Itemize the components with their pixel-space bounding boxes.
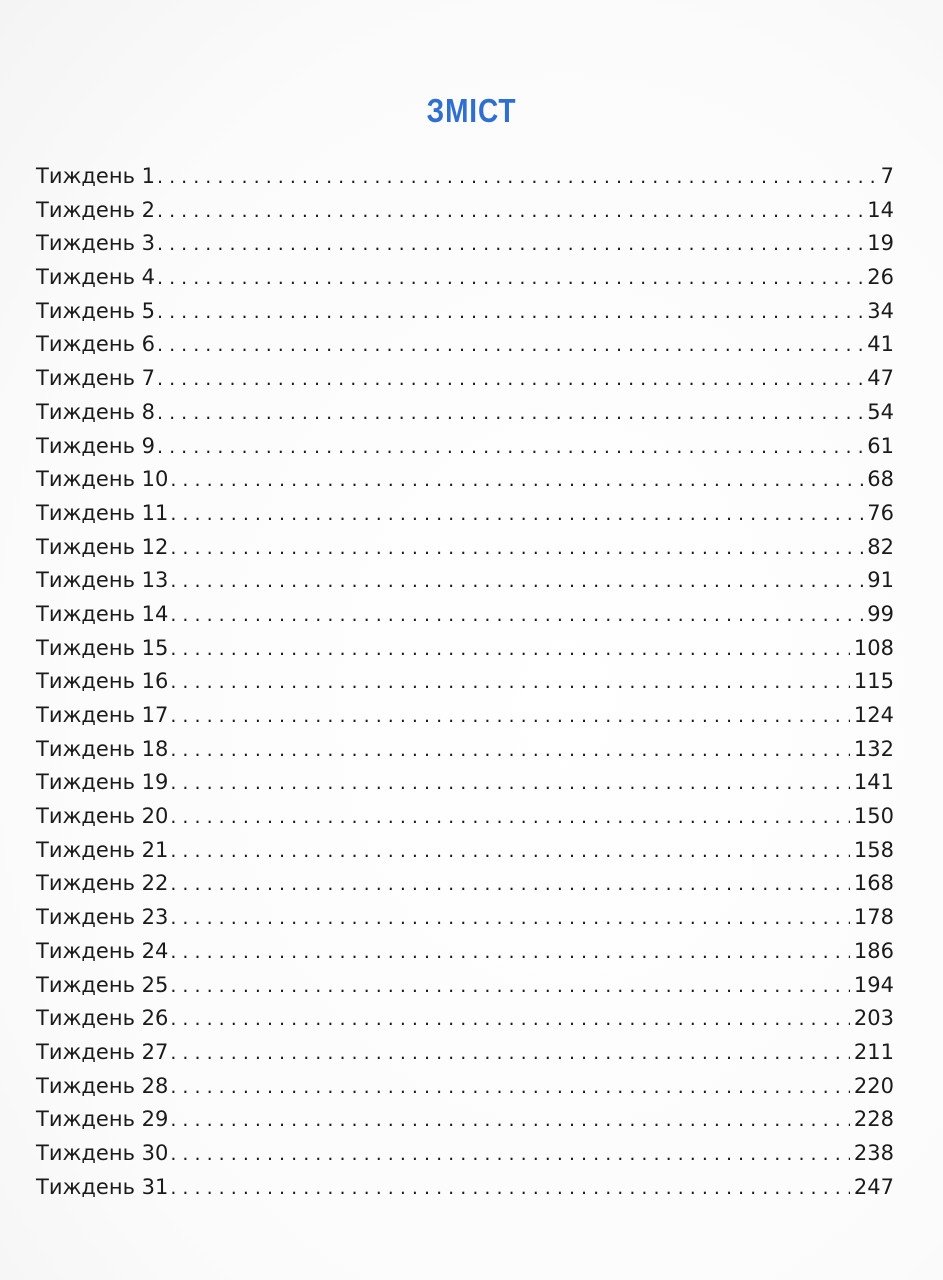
toc-dot-leader — [170, 599, 863, 633]
toc-entry-page-number: 150 — [853, 804, 894, 829]
toc-dot-leader — [170, 936, 850, 970]
toc-entry — [36, 328, 894, 362]
toc-entry-page-number: 228 — [853, 1107, 894, 1132]
toc-entry-page-number: 26 — [867, 265, 894, 290]
toc-entry-page-number: 19 — [867, 231, 894, 256]
toc-dot-leader — [170, 633, 850, 667]
toc-entry-label: Тиждень 7 — [36, 366, 155, 391]
toc-entry-label: Тиждень 14 — [36, 601, 169, 626]
toc-entry-label: Тиждень 11 — [36, 500, 169, 525]
toc-entry-label: Тиждень 15 — [36, 635, 169, 660]
toc-dot-leader — [157, 228, 863, 262]
toc-entry-label: Тиждень 4 — [36, 265, 155, 290]
toc-dot-leader — [170, 801, 850, 835]
toc-entry — [36, 1070, 894, 1104]
toc-entry-page-number: 14 — [867, 197, 894, 222]
toc-entry — [36, 1103, 894, 1137]
page-title: ЗМІСТ — [426, 92, 517, 129]
toc-entry-page-number: 7 — [880, 164, 894, 188]
toc-entry — [36, 1036, 894, 1070]
toc-entry — [36, 800, 894, 834]
toc-entry — [36, 733, 894, 767]
toc-entry-label: Тиждень 8 — [36, 399, 155, 424]
toc-entry — [36, 969, 894, 1003]
toc-dot-leader — [170, 767, 850, 801]
toc-dot-leader — [170, 1071, 850, 1105]
toc-entry — [36, 699, 894, 733]
toc-entry-page-number: 91 — [867, 568, 894, 593]
toc-dot-leader — [157, 161, 877, 195]
toc-entry-label: Тиждень 2 — [36, 197, 155, 222]
toc-dot-leader — [170, 868, 850, 902]
toc-entry-label: Тиждень 20 — [36, 804, 169, 829]
toc-entry-page-number: 68 — [867, 467, 894, 492]
toc-entry — [36, 160, 894, 194]
toc-entry-page-number: 132 — [853, 736, 894, 761]
toc-dot-leader — [170, 1172, 850, 1206]
toc-entry-page-number: 158 — [853, 837, 894, 862]
toc-entry-page-number: 41 — [867, 332, 894, 357]
toc-entry-page-number: 186 — [853, 938, 894, 963]
toc-entry-page-number: 47 — [867, 366, 894, 391]
toc-entry-label: Тиждень 31 — [36, 1174, 169, 1199]
toc-entry-page-number: 54 — [867, 399, 894, 424]
toc-entry-page-number: 168 — [853, 871, 894, 896]
toc-entry-page-number: 194 — [853, 972, 894, 997]
toc-entry — [36, 665, 894, 699]
toc-entry-page-number: 124 — [853, 703, 894, 727]
toc-entry-page-number: 141 — [853, 770, 894, 795]
toc-entry-page-number: 61 — [867, 433, 894, 458]
toc-dot-leader — [170, 498, 863, 532]
toc-entry-page-number: 82 — [867, 534, 894, 559]
toc-entry-page-number: 115 — [853, 669, 894, 694]
toc-entry-page-number: 247 — [853, 1174, 894, 1199]
toc-dot-leader — [170, 1003, 850, 1037]
toc-dot-leader — [157, 397, 863, 431]
toc-entry-label: Тиждень 10 — [36, 467, 169, 492]
toc-entry-label: Тиждень 6 — [36, 332, 155, 357]
toc-entry-label: Тиждень 1 — [36, 164, 155, 188]
toc-dot-leader — [170, 666, 850, 700]
toc-entry — [36, 766, 894, 800]
toc-entry — [36, 194, 894, 228]
toc-dot-leader — [157, 329, 863, 363]
table-of-contents — [36, 160, 894, 1204]
toc-entry-label: Тиждень 18 — [36, 736, 169, 761]
toc-entry — [36, 362, 894, 396]
toc-entry-page-number: 220 — [853, 1073, 894, 1098]
toc-entry-label: Тиждень 25 — [36, 972, 169, 997]
toc-dot-leader — [170, 902, 850, 936]
toc-entry-page-number: 178 — [853, 905, 894, 930]
toc-entry-label: Тиждень 27 — [36, 1039, 169, 1064]
toc-dot-leader — [157, 262, 863, 296]
toc-entry-page-number: 99 — [867, 601, 894, 626]
toc-entry-label: Тиждень 3 — [36, 231, 155, 256]
toc-entry — [36, 430, 894, 464]
toc-entry — [36, 1137, 894, 1171]
toc-dot-leader — [170, 1138, 850, 1172]
toc-entry — [36, 396, 894, 430]
toc-entry-label: Тиждень 21 — [36, 837, 169, 862]
toc-dot-leader — [170, 464, 863, 498]
toc-entry — [36, 463, 894, 497]
toc-entry-label: Тиждень 12 — [36, 534, 169, 559]
toc-entry-label: Тиждень 22 — [36, 871, 169, 896]
toc-entry — [36, 227, 894, 261]
toc-dot-leader — [170, 1037, 850, 1071]
toc-entry-label: Тиждень 13 — [36, 568, 169, 593]
toc-entry-page-number: 108 — [853, 635, 894, 660]
toc-entry — [36, 598, 894, 632]
toc-entry-label: Тиждень 23 — [36, 905, 169, 930]
toc-entry-page-number: 34 — [867, 298, 894, 323]
toc-entry-label: Тиждень 9 — [36, 433, 155, 458]
toc-entry-label: Тиждень 16 — [36, 669, 169, 694]
toc-entry — [36, 1171, 894, 1205]
toc-entry-page-number: 238 — [853, 1140, 894, 1165]
toc-entry-label: Тиждень 28 — [36, 1073, 169, 1098]
toc-entry — [36, 901, 894, 935]
toc-dot-leader — [157, 195, 863, 229]
toc-entry — [36, 564, 894, 598]
toc-dot-leader — [170, 532, 863, 566]
toc-entry-label: Тиждень 30 — [36, 1140, 169, 1165]
toc-entry — [36, 1002, 894, 1036]
toc-entry — [36, 295, 894, 329]
toc-entry — [36, 867, 894, 901]
toc-dot-leader — [170, 970, 850, 1004]
toc-dot-leader — [170, 700, 850, 734]
toc-entry — [36, 261, 894, 295]
toc-dot-leader — [170, 835, 850, 869]
toc-dot-leader — [157, 431, 863, 465]
toc-dot-leader — [157, 363, 863, 397]
toc-dot-leader — [170, 734, 850, 768]
toc-entry-page-number: 203 — [853, 1006, 894, 1031]
toc-entry — [36, 834, 894, 868]
toc-entry-label: Тиждень 26 — [36, 1006, 169, 1031]
toc-entry-page-number: 76 — [867, 500, 894, 525]
toc-entry-label: Тиждень 5 — [36, 298, 155, 323]
toc-entry-page-number: 211 — [853, 1039, 894, 1064]
toc-entry-label: Тиждень 17 — [36, 703, 169, 727]
toc-dot-leader — [170, 1104, 850, 1138]
toc-dot-leader — [170, 565, 863, 599]
toc-entry — [36, 632, 894, 666]
toc-entry-label: Тиждень 29 — [36, 1107, 169, 1132]
toc-entry — [36, 935, 894, 969]
toc-entry-label: Тиждень 19 — [36, 770, 169, 795]
toc-entry-label: Тиждень 24 — [36, 938, 169, 963]
toc-entry — [36, 531, 894, 565]
toc-dot-leader — [157, 296, 863, 330]
toc-entry — [36, 497, 894, 531]
